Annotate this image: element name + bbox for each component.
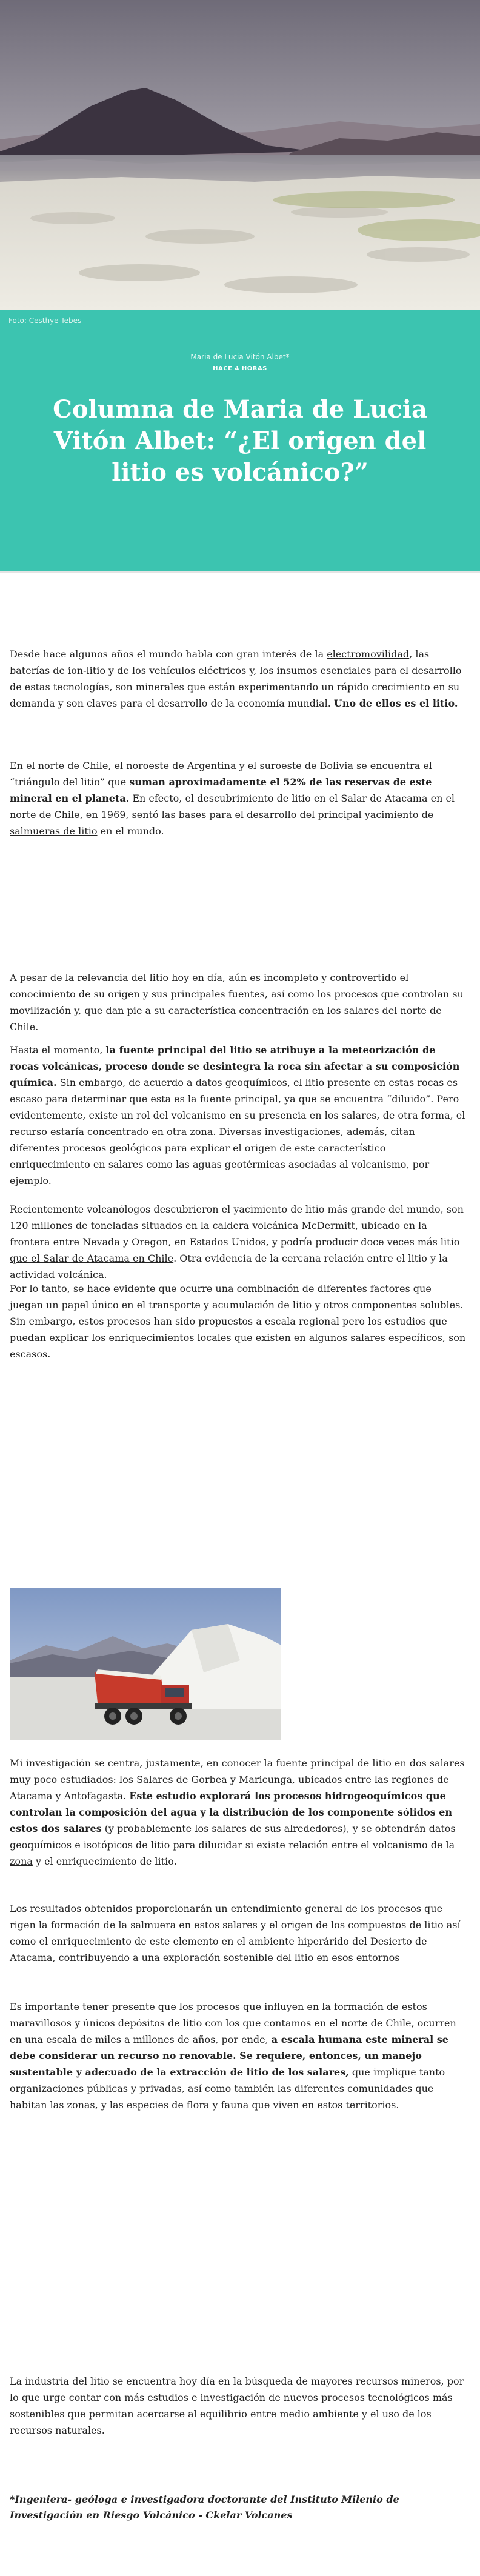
publish-date: HACE 4 HORAS — [213, 365, 267, 372]
paragraph-10: La industria del litio se encuentra hoy día en la búsqueda de mayores recursos mineros, por lo que urge contar con más estudios e investigación de nuevos procesos tecnológicos más sostenibles que permitan acercarse al equilibrio entre medio ambiente y el uso de los recursos naturales. — [10, 2375, 464, 2436]
link-mas-litio[interactable]: más litio que el Salar de Atacama en Chile — [10, 1236, 460, 1264]
article-title: Columna de Maria de Lucia Vitón Albet: “¿El origen del litio es volcánico?” — [53, 395, 427, 487]
author-note: *Ingeniera- geóloga e investigadora doctorante del Instituto Milenio de Investigación en Riesgo Volcánico - Ckelar Volcanes — [10, 2494, 399, 2521]
link-volcanismo-de-la-zona[interactable]: volcanismo de la zona — [10, 1839, 455, 1867]
link-salmueras-de-litio[interactable]: salmueras de litio — [10, 825, 98, 837]
link-electromovilidad[interactable]: electromovilidad — [327, 648, 410, 660]
divider — [0, 571, 480, 573]
paragraph-2: En el norte de Chile, el noroeste de Argentina y el suroeste de Bolivia se encuentra el “triángulo del litio” que suman aproximadamente el 52% de las reservas de este mineral en el planeta. En efecto, el descubrimiento de litio en el Salar de Atacama en el norte de Chile, en 1969, sentó las bases para el desarrollo del principal yacimiento de salmueras de litio en el mundo. — [10, 760, 455, 837]
truck-photo — [10, 1588, 281, 1740]
paragraph-9: Es importante tener presente que los procesos que influyen en la formación de estos maravillosos y únicos depósitos de litio con los que contamos en el norte de Chile, ocurren en una escala de miles a millones de años, por ende, a escala humana este mineral se debe considerar un recurso no renovable. Se requiere, entonces, un manejo sustentable y adecuado de la extracción de litio de los salares, que implique tanto organizaciones públicas y privadas, así como también las diferentes comunidades que habitan las zonas, y las especies de flora y fauna que viven en estos territorios. — [10, 2001, 456, 2111]
paragraph-6: Por lo tanto, se hace evidente que ocurre una combinación de diferentes factores que juegan un papel único en el transporte y acumulación de litio y otros componentes solubles. Sin embargo, estos procesos han sido propuestos a escala regional pero los estudios que puedan explicar los enriquecimientos locales que existen en algunos salares específicos, son escasos. — [10, 1283, 466, 1360]
paragraph-7: Mi investigación se centra, justamente, en conocer la fuente principal de litio en dos salares muy poco estudiados: los Salares de Gorbea y Maricunga, ubicados entre las regiones de Atacama y Antofagasta. Este estudio explorará los procesos hidrogeoquímicos que controlan la composición del agua y la distribución de los componente sólidos en estos dos salares (y probablemente los salares de sus alrededores), y se obtendrán datos geoquímicos e isotópicos de litio para dilucidar si existe relación entre el volcanismo de la zona y el enriquecimiento de litio. — [10, 1757, 465, 1867]
byline: Maria de Lucia Vitón Albet* — [190, 353, 290, 361]
paragraph-1: Desde hace algunos años el mundo habla con gran interés de la electromovilidad, las baterías de ion-litio y de los vehículos eléctricos y, los insumos esenciales para el desarrollo de estas tecnologías, son minerales que están experimentando un rápido crecimiento en su demanda y son claves para el desarrollo de la economía mundial. Uno de ellos es el litio. — [10, 648, 462, 709]
photo-credit: Foto: Cesthye Tebes — [8, 316, 82, 325]
paragraph-3: A pesar de la relevancia del litio hoy en día, aún es incompleto y controvertido el conocimiento de su origen y sus principales fuentes, así como los procesos que controlan su movilización y, que dan pie a su característica concentración en los salares del norte de Chile. — [10, 972, 464, 1033]
paragraph-5: Recientemente volcanólogos descubrieron el yacimiento de litio más grande del mundo, son 120 millones de toneladas situados en la caldera volcánica McDermitt, ubicado en la frontera entre Nevada y Oregon, en Estados Unidos, y podría producir doce veces más litio que el Salar de Atacama en Chile. Otra evidencia de la cercana relación entre el litio y la actividad volcánica. — [10, 1203, 464, 1280]
paragraph-8: Los resultados obtenidos proporcionarán un entendimiento general de los procesos que rigen la formación de la salmuera en estos salares y el origen de los compuestos de litio así como el enriquecimiento de este elemento en el ambiente hiperárido del Desierto de Atacama, contribuyendo a una exploración sostenible del litio en esos entornos — [10, 1903, 461, 1963]
hero-image — [0, 0, 480, 310]
paragraph-4: Hasta el momento, la fuente principal del litio se atribuye a la meteorización de rocas volcánicas, proceso donde se desintegra la roca sin afectar a su composición química. Sin embargo, de acuerdo a datos geoquímicos, el litio presente en estas rocas es escaso para determinar que esta es la fuente principal, ya que se encuentra “diluido”. Pero evidentemente, existe un rol del volcanismo en su presencia en los salares, de otra forma, el recurso estaría concentrado en otra zona. Diversas investigaciones, además, citan diferentes procesos geológicos para explicar el origen de este característico enriquecimiento en salares como las aguas geotérmicas asociadas al volcanismo, por ejemplo. — [10, 1044, 465, 1186]
